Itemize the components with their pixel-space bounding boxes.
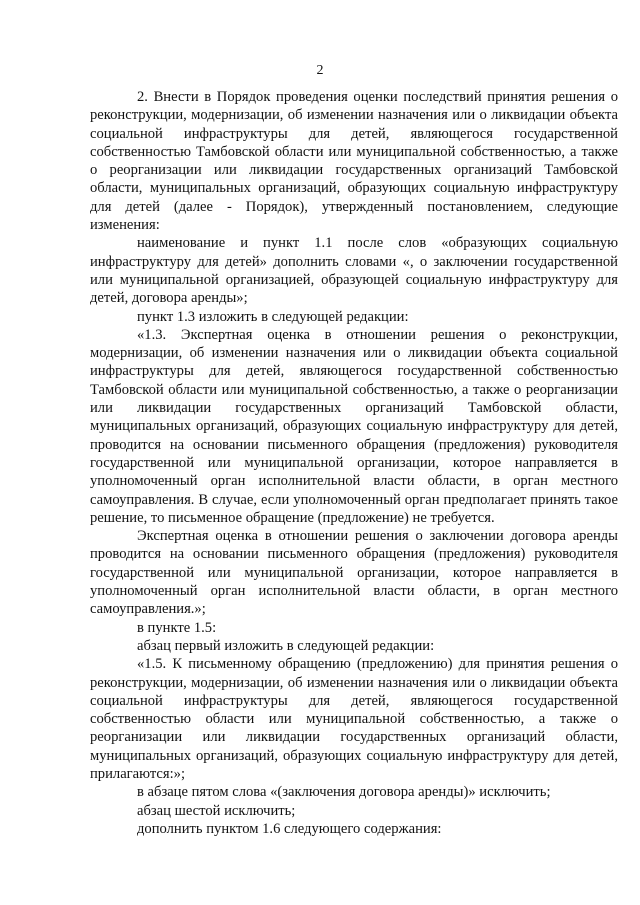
- paragraph-clause-1-5-text: «1.5. К письменному обращению (предложению) для принятия решения о реконструкции, модернизации, об изменении назначения или о ликвидации объекта социальной инфраструктуры для детей, являющегося государственной собственностью области или муниципальной собственностью, а также о реорганизации или ликвидации государственных организаций области, муниципальных организаций, образующих социальную инфраструктуру для детей, прилагаются:»;: [90, 656, 618, 782]
- paragraph-clause-1-3-text: «1.3. Экспертная оценка в отношении решения о реконструкции, модернизации, об изменении назначения или о ликвидации объекта социальной инфраструктуры для детей, являющегося государственной собственностью Тамбовской области или муниципальной собственностью, а также о реорганизации или ликвидации государственных организаций Тамбовской области, муниципальных организаций, образующих социальную инфраструктуру для детей, проводится на основании письменного обращения (предложения) руководителя государственной или муниципальной организации, которое направляется в уполномоченный орган исполнительной власти области, в орган местного самоуправления. В случае, если уполномоченный орган предполагает принять такое решение, то письменное обращение (предложение) не требуется.: [90, 326, 618, 526]
- document-body: [90, 88, 618, 838]
- paragraph-clause-1-3-intro: пункт 1.3 изложить в следующей редакции:: [137, 308, 409, 325]
- paragraph-item-2: 2. Внести в Порядок проведения оценки последствий принятия решения о реконструкции, модернизации, об изменении назначения или о ликвидации объекта социальной инфраструктуры для детей, являющегося государственной собственностью Тамбовской области или муниципальной собственностью, а также о реорганизации или ликвидации государственных организаций Тамбовской области, муниципальных организаций, образующих социальную инфраструктуру для детей (далее - Порядок), утвержденный постановлением, следующие изменения:: [90, 89, 618, 234]
- page-number: 2: [316, 63, 324, 78]
- paragraph-fifth-abzac: в абзаце пятом слова «(заключения договора аренды)» исключить;: [137, 784, 551, 801]
- paragraph-clause-1-5-intro: в пункте 1.5:: [137, 619, 217, 636]
- paragraph-name-and-clause-1-1: наименование и пункт 1.1 после слов «образующих социальную инфраструктуру для детей» дополнить словами «, о заключении государственной или муниципальной организацией, образующей социальную инфраструктуру для детей, договора аренды»;: [90, 235, 618, 307]
- paragraph-add-clause-1-6: дополнить пунктом 1.6 следующего содержания:: [137, 820, 442, 837]
- paragraph-sixth-abzac: абзац шестой исключить;: [137, 802, 296, 819]
- paragraph-lease-assessment: Экспертная оценка в отношении решения о заключении договора аренды проводится на основании письменного обращения (предложения) руководителя государственной или муниципальной организации, которое направляется в уполномоченный орган исполнительной власти области, в орган местного самоуправления.»;: [90, 528, 618, 618]
- paragraph-first-abzac: абзац первый изложить в следующей редакции:: [137, 637, 435, 654]
